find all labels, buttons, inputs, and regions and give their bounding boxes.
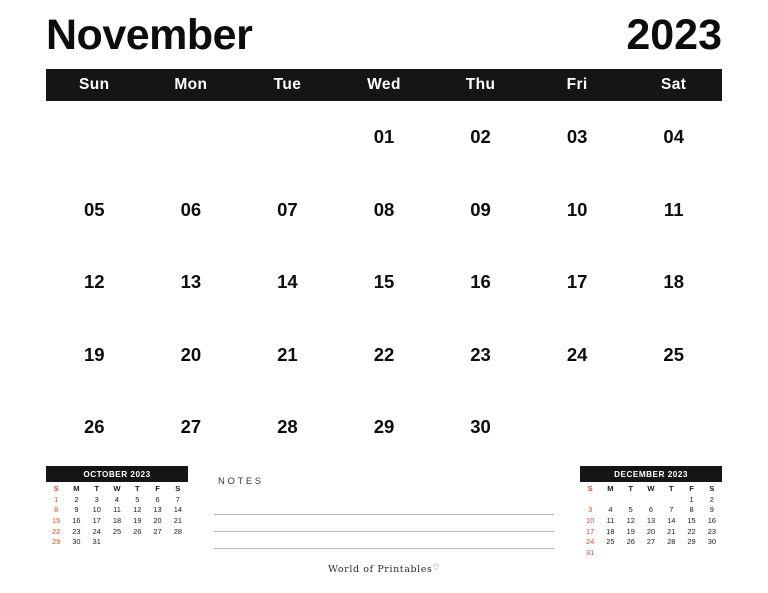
day-cell[interactable]: 24 (566, 343, 588, 365)
mini-next-table (580, 484, 722, 558)
mini-next-header-cell: F (689, 484, 694, 494)
mini-next-day: 31 (586, 547, 595, 557)
weekday-wed: Wed (367, 76, 401, 93)
day-cell[interactable]: 28 (277, 416, 298, 438)
day-cell[interactable]: 15 (373, 271, 395, 293)
day-cell[interactable]: 04 (663, 126, 684, 148)
mini-prev-day: 22 (52, 526, 61, 536)
day-cell[interactable]: 21 (277, 343, 298, 365)
day-cell[interactable]: 07 (277, 198, 298, 220)
mini-next-header-cell: M (607, 484, 614, 494)
mini-next-header-cell: S (587, 484, 593, 494)
mini-prev-day: 12 (133, 505, 142, 515)
mini-prev-header-cell: M (73, 484, 80, 494)
mini-prev-table (46, 484, 188, 548)
mini-next-day (600, 494, 620, 505)
day-cell[interactable]: 16 (470, 271, 491, 293)
day-cell[interactable]: 13 (180, 271, 202, 293)
calendar-footer (46, 466, 722, 578)
mini-prev-day: 10 (92, 505, 101, 515)
mini-prev-header-cell: F (155, 484, 160, 494)
mini-next-day: 16 (707, 516, 716, 526)
notes-line[interactable] (214, 498, 554, 515)
mini-prev-day: 3 (94, 494, 99, 504)
day-cell[interactable] (239, 101, 336, 174)
day-cell[interactable]: 03 (566, 126, 588, 148)
mini-prev-day: 8 (54, 505, 59, 515)
notes-lines (214, 498, 554, 549)
weekday-thu: Thu (465, 76, 496, 93)
mini-prev-week-row (46, 537, 188, 548)
mini-prev-day: 24 (92, 526, 101, 536)
day-cell[interactable]: 11 (663, 198, 684, 220)
day-cell[interactable] (529, 391, 626, 464)
notes-label: NOTES (218, 476, 264, 487)
mini-prev-week-row (46, 526, 188, 537)
mini-next-day: 10 (586, 516, 595, 526)
mini-prev-day (127, 537, 147, 548)
month-title: November (46, 11, 253, 59)
day-cell[interactable] (625, 391, 722, 464)
mini-prev-day: 17 (92, 516, 101, 526)
mini-prev-day: 28 (173, 526, 182, 536)
mini-prev-day: 2 (74, 494, 79, 504)
mini-prev-week-row (46, 494, 188, 505)
notes-section (214, 466, 554, 575)
mini-prev-week-row (46, 505, 188, 516)
day-cell[interactable]: 26 (83, 416, 105, 438)
mini-next-day: 22 (687, 526, 696, 536)
mini-next-day (681, 547, 701, 558)
mini-next-day: 1 (689, 494, 694, 504)
day-grid (46, 101, 722, 464)
mini-prev-week-row (46, 515, 188, 526)
mini-prev-day: 14 (173, 505, 182, 515)
mini-next-day (621, 547, 641, 558)
mini-next-day: 6 (648, 505, 654, 515)
mini-prev-day (107, 537, 127, 548)
mini-next-day (641, 494, 661, 505)
mini-next-day (661, 494, 681, 505)
mini-next-week-row (580, 537, 722, 548)
mini-next-day (621, 494, 641, 505)
mini-prev-day: 5 (135, 494, 140, 504)
weekday-fri: Fri (566, 76, 588, 93)
heart-icon: ♡ (432, 563, 440, 572)
mini-next-week-row (580, 515, 722, 526)
mini-next-day: 15 (687, 516, 696, 526)
mini-next-header-cell: W (647, 484, 655, 494)
weekday-sat: Sat (661, 76, 687, 93)
mini-next-day: 17 (586, 526, 595, 536)
mini-next-day: 19 (626, 526, 635, 536)
mini-next-week-row (580, 526, 722, 537)
mini-next-week-row (580, 494, 722, 505)
mini-prev-header-cell: T (94, 484, 100, 494)
day-cell[interactable]: 14 (277, 271, 298, 293)
mini-next-day: 30 (707, 537, 716, 547)
day-cell[interactable]: 09 (470, 198, 491, 220)
mini-next-day: 3 (588, 505, 593, 515)
mini-prev-day: 31 (92, 537, 101, 547)
mini-calendar-next-month (580, 466, 722, 558)
mini-next-day: 14 (667, 516, 676, 526)
mini-prev-day: 25 (112, 526, 122, 536)
day-cell[interactable]: 20 (180, 343, 202, 365)
mini-prev-title: OCTOBER 2023 (46, 466, 188, 482)
mini-next-day: 11 (606, 516, 615, 526)
mini-prev-day: 9 (74, 505, 79, 515)
mini-prev-day: 6 (155, 494, 160, 504)
mini-next-day: 25 (606, 537, 615, 547)
day-cell[interactable]: 02 (470, 126, 491, 148)
mini-prev-day: 27 (153, 526, 162, 536)
day-cell[interactable]: 05 (83, 198, 105, 220)
mini-prev-day: 20 (153, 516, 162, 526)
day-cell[interactable]: 22 (373, 343, 395, 365)
mini-prev-day: 18 (112, 516, 122, 526)
day-cell[interactable]: 06 (180, 198, 202, 220)
mini-prev-day: 1 (54, 494, 59, 504)
mini-next-day: 9 (709, 505, 714, 515)
mini-next-week-row (580, 547, 722, 558)
day-cell[interactable]: 10 (566, 198, 588, 220)
notes-line[interactable] (214, 532, 554, 549)
mini-next-day: 18 (606, 526, 615, 536)
mini-next-day: 28 (667, 537, 676, 547)
brand-text: World of Printables (328, 564, 433, 575)
mini-next-day (580, 494, 600, 505)
mini-next-day: 23 (707, 526, 716, 536)
mini-next-day (661, 547, 681, 558)
weekday-header-row (46, 69, 722, 101)
notes-line[interactable] (214, 515, 554, 532)
mini-prev-header-row (46, 484, 188, 495)
mini-next-day: 4 (608, 505, 613, 515)
mini-prev-day (147, 537, 167, 548)
mini-prev-header-cell: W (113, 484, 121, 494)
mini-calendar-previous-month (46, 466, 188, 547)
mini-prev-day: 11 (113, 505, 121, 515)
mini-next-day: 26 (626, 537, 635, 547)
mini-prev-day: 26 (133, 526, 142, 536)
weekday-tue: Tue (273, 76, 302, 93)
day-cell[interactable]: 29 (373, 416, 395, 438)
weekday-mon: Mon (174, 76, 208, 93)
day-cell[interactable]: 01 (373, 126, 395, 148)
day-cell[interactable]: 25 (663, 343, 684, 365)
calendar-header (0, 0, 768, 63)
mini-prev-day: 13 (153, 505, 162, 515)
mini-prev-day: 19 (133, 516, 142, 526)
mini-prev-day: 21 (173, 516, 182, 526)
mini-next-day: 12 (626, 516, 635, 526)
mini-next-day: 29 (687, 537, 696, 547)
mini-next-day: 5 (628, 505, 633, 515)
day-cell[interactable]: 17 (566, 271, 588, 293)
day-cell[interactable]: 18 (663, 271, 684, 293)
mini-prev-day: 23 (72, 526, 81, 536)
mini-next-day: 8 (689, 505, 694, 515)
mini-next-day: 7 (669, 505, 674, 515)
day-cell[interactable]: 08 (373, 198, 395, 220)
day-cell[interactable]: 23 (470, 343, 491, 365)
mini-next-day: 2 (709, 494, 714, 504)
day-cell[interactable]: 12 (83, 271, 105, 293)
day-cell[interactable] (143, 101, 240, 174)
mini-next-title: DECEMBER 2023 (580, 466, 722, 482)
weekday-sun: Sun (79, 76, 110, 93)
mini-prev-day: 30 (72, 537, 81, 547)
mini-next-week-row (580, 505, 722, 516)
mini-next-day: 13 (646, 516, 656, 526)
mini-next-day: 24 (586, 537, 595, 547)
mini-next-day: 21 (667, 526, 676, 536)
mini-prev-header-cell: T (134, 484, 140, 494)
mini-next-day (641, 547, 661, 558)
day-cell[interactable]: 19 (83, 343, 105, 365)
mini-next-header-cell: S (709, 484, 715, 494)
mini-prev-day: 15 (52, 516, 61, 526)
mini-next-day: 27 (646, 537, 656, 547)
mini-next-header-row (580, 484, 722, 495)
mini-next-header-cell: T (668, 484, 674, 494)
day-cell[interactable]: 30 (470, 416, 491, 438)
mini-prev-header-cell: S (175, 484, 181, 494)
mini-prev-day: 7 (175, 494, 180, 504)
mini-prev-day: 4 (114, 494, 120, 504)
mini-next-day: 20 (646, 526, 656, 536)
brand-watermark (214, 563, 554, 575)
year-title: 2023 (626, 11, 722, 59)
mini-prev-header-cell: S (53, 484, 59, 494)
mini-prev-day: 16 (72, 516, 81, 526)
day-cell[interactable]: 27 (180, 416, 202, 438)
mini-next-day (600, 547, 620, 558)
day-cell[interactable] (46, 101, 143, 174)
mini-prev-day: 29 (52, 537, 61, 547)
mini-prev-day (168, 537, 188, 548)
mini-next-header-cell: T (628, 484, 634, 494)
mini-next-day (702, 547, 722, 558)
